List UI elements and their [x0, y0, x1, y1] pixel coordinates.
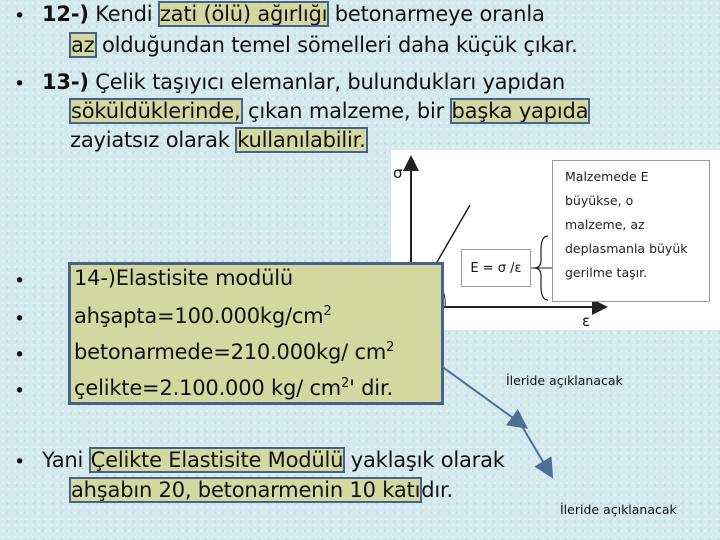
modulus-wood: $ahşapta=100.000kg/cm^2$	[74, 304, 332, 328]
highlight-steel-modulus: Çelikte Elastisite Modülü	[90, 448, 344, 472]
highlight-another-building: başka yapıda	[451, 99, 589, 123]
highlight-az: az	[71, 33, 95, 57]
sigma-label: σ	[393, 164, 403, 182]
note-explained-later: İleride açıklanacak	[560, 502, 677, 517]
bullet: •	[14, 344, 26, 366]
bullet: •	[14, 451, 26, 473]
info-box: Malzemede E büyükse, o malzeme, az deplasmanla büyük gerilme taşır.	[552, 160, 710, 302]
item-13-number: 13-)	[42, 70, 89, 94]
bullet: •	[14, 380, 26, 402]
bullet: •	[14, 270, 26, 292]
bullet: •	[14, 5, 26, 27]
formula-box	[461, 249, 531, 287]
item-13-line-3: zayiatsız olarak kullanılabilir.	[70, 128, 366, 152]
modulus-heading: 14-)Elastisite modülü	[74, 266, 293, 290]
modulus-concrete: betonarmede=210.000kg/ $cm^2$	[74, 340, 395, 364]
highlight-own-weight: zati (ölü) ağırlığı	[159, 2, 328, 26]
note-explained-later: İleride açıklanacak	[506, 373, 623, 388]
item-12-line-1: 12-) Kendi zati (ölü) ağırlığı betonarmeye oranla	[42, 2, 545, 26]
conclusion-line-2: ahşabın 20, betonarmenin 10 katıdır.	[71, 478, 453, 502]
highlight-dismantled: söküldüklerinde,	[71, 99, 241, 123]
modulus-steel: çelikte=2.100.000 kg/ $cm^2'$ dir.	[74, 376, 393, 400]
item-12-line-2: az olduğundan temel sömelleri daha küçük çıkar.	[71, 33, 578, 57]
bullet: •	[14, 73, 26, 95]
conclusion-line-1: Yani Çelikte Elastisite Modülü yaklaşık olarak	[42, 448, 505, 472]
highlight-reusable: kullanılabilir.	[237, 128, 366, 152]
highlight-ratio: ahşabın 20, betonarmenin 10 katı	[71, 478, 421, 502]
item-13-line-2: söküldüklerinde, çıkan malzeme, bir başka yapıda	[71, 99, 589, 123]
bullet: •	[14, 308, 26, 330]
arrow-2	[520, 423, 548, 470]
item-12-number: 12-)	[42, 2, 89, 26]
epsilon-label: ε	[582, 312, 591, 330]
arrow-1	[437, 363, 520, 423]
formula: E = σ /ε	[470, 260, 522, 276]
item-13-line-1: 13-) Çelik taşıyıcı elemanlar, bulundukları yapıdan	[42, 70, 566, 94]
